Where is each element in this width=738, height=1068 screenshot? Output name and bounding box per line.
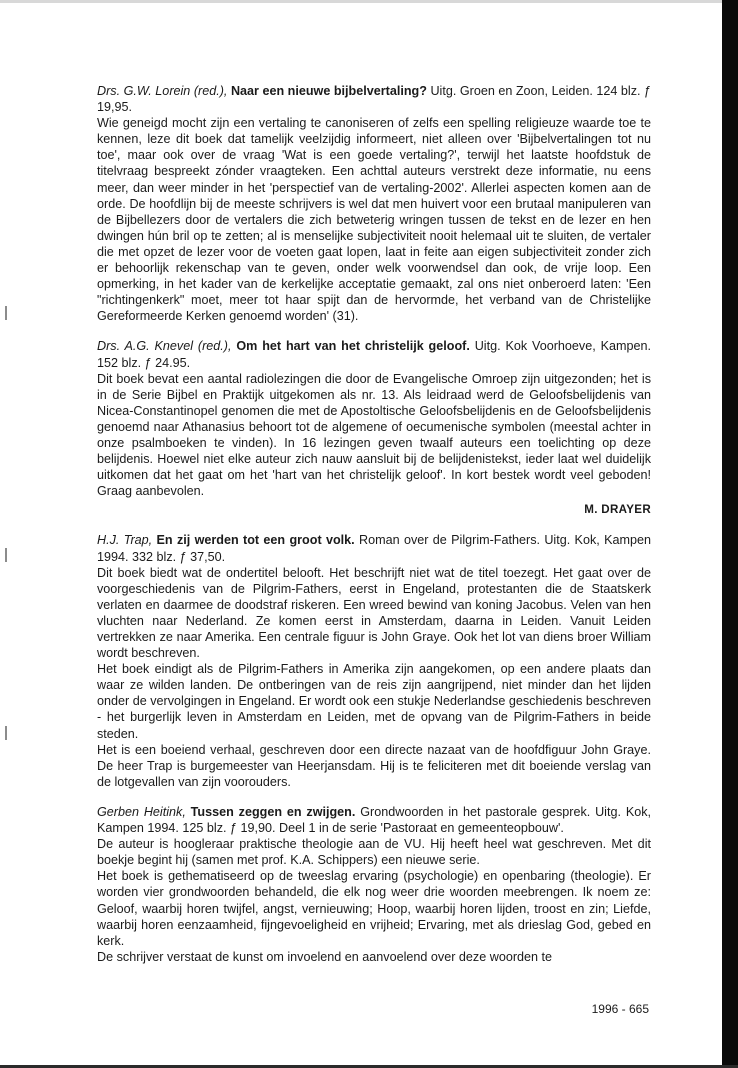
reviewer-signature: M. DRAYER	[584, 503, 651, 517]
review-paragraph: De schrijver verstaat de kunst om invoelend en aanvoelend over deze woorden te	[97, 949, 553, 964]
review-column	[97, 83, 651, 979]
review-heitink	[97, 804, 651, 965]
review-citation	[97, 804, 651, 836]
review-editor: Gerben Heitink,	[97, 804, 186, 819]
review-paragraph: Wie geneigd mocht zijn een vertaling te canoniseren of zelfs een spelling religieuze waarde toe te kennen, leze dit boek dat tamelijk veelzijdig informeert, niet alleen over 'Bijbelvertalingen tot nu toe', maar ook over de vraag 'Wat is een goede vertaling?', terwijl het laatste hoofdstuk de titelvraag bespreekt zónder vraagteken. Een achttal auteurs verstrekt deze informatie, nu eens meer, dan weer minder in het 'perspectief van de vertaling-2002'. Allerlei aspecten komen aan de orde. De hoofdlijn bij de meeste schrijvers is wel dat men huivert voor een brutaal manipuleren van de Bijbellezers door de vertalers die zich betweterig wringen tussen de tekst en de lezer en hen dwingen hún bril op te zetten; al is menselijke subjectiviteit nooit helemaal uit te sluiten, de vertaler die met opzet de lezer voor de voeten gaat lopen, laat in feite aan eigen subjectiviteit zonder zich er behoorlijk rekenschap van te geven, onder welk voorwendsel dan ook, de vrije loop. Een opmerking, in het kader van de kerkelijke acceptatie gemaakt, zal ons niet onberoerd laten: 'Een "richtingenkerk" moet, meer tot haar spijt dan de hervormde, het verband van de Christelijke Gereformeerde Kerken genoemd worden' (31).	[97, 116, 651, 324]
review-paragraph: Dit boek biedt wat de ondertitel belooft. Het beschrijft niet wat de titel toezegt. Het gaat over de voorgeschiedenis van de Pilgrim-Fathers, eerst in Engeland, protestanten die de Staatskerk verlaten en daarmee de doodstraf riskeren. Een wreed bewind van koning Jacobus. Velen van hen vluchten naar Nederland. Ze komen eerst in Amsterdam, daarna in Leiden. Vanuit Leiden vertrekken ze naar Amerika. Een centrale figuur is John Graye. Ook het lot van diens broer William wordt beschreven.	[97, 565, 651, 661]
review-publication: Roman over de Pilgrim-Fathers. Uitg. Kok, Kampen 1994. 332 blz. ƒ 37,50.	[97, 533, 651, 564]
review-paragraph: Het boek is gethematiseerd op de tweeslag ervaring (psychologie) en openbaring (theologie). Er worden vier grondwoorden behandeld, die elk nog weer drie woorden meebrengen. Ik noem ze: Geloof, waarbij horen twijfel, angst, vernieuwing; Hoop, waarbij horen lijden, troost en zin; Liefde, waarbij horen eenzaamheid, fijngevoeligheid en vrijheid; Ervaring, met als drieslag God, gebed en kerk.	[97, 869, 651, 948]
scan-edge-top	[0, 0, 738, 3]
review-title: Tussen zeggen en zwijgen.	[190, 804, 356, 819]
review-publication: Uitg. Groen en Zoon, Leiden. 124 blz. ƒ 19,95.	[97, 84, 652, 115]
margin-mark	[5, 548, 7, 562]
page-number: 1996 - 665	[591, 1002, 649, 1016]
review-editor: Drs. G.W. Lorein (red.),	[97, 84, 228, 98]
review-title: Om het hart van het christelijk geloof.	[236, 339, 470, 354]
margin-mark	[5, 726, 7, 740]
review-paragraph: De auteur is hoogleraar praktische theologie aan de VU. Hij heeft heel wat geschreven. Met dit boekje begint hij (samen met prof. K.A. Schippers) een nieuwe serie.	[97, 837, 651, 868]
review-editor: H.J. Trap,	[97, 533, 153, 548]
review-title: Naar een nieuwe bijbelvertaling?	[230, 84, 427, 98]
review-paragraph: Dit boek bevat een aantal radiolezingen die door de Evangelische Omroep zijn uitgezonden; het is in de Serie Bijbel en Praktijk uitgekomen als nr. 13. Als leidraad werd de Geloofsbelijdenis van Nicea-Constantinopel genomen die met de Apostoltische Geloofsbelijdenis en de Geloofsbelijdenis genoemd naar Athanasius behoort tot de algemene of oecumenische symbolen (meestal achter in onze psalmboeken te vinden). In 16 lezingen geven twaalf auteurs een toelichting op deze belijdenis. Hoewel niet elke auteur zich nauw aansluit bij de belijdenistekst, ieder laat wel duidelijk uitkomen dat het gaat om het 'hart van het christelijk geloof'. In kort bestek wordt veel geboden! Graag aanbevolen.	[97, 371, 651, 499]
review-title: En zij werden tot een groot volk.	[156, 533, 355, 548]
review-paragraph: Het boek eindigt als de Pilgrim-Fathers in Amerika zijn aangekomen, op een andere plaats dan waar ze wilden landen. De ontberingen van de reis zijn aangrijpend, niet minder dan het lijden onder de vervolgingen in Engeland. Er wordt ook een stukje Nederlandse geschiedenis beschreven - het burgerlijk leven in Amsterdam en Leiden, met de opvang van de Pilgrim-Fathers in beide steden.	[97, 662, 651, 741]
review-citation	[97, 83, 651, 115]
review-paragraph: Het is een boeiend verhaal, geschreven door een directe nazaat van de hoofdfiguur John Graye. De heer Trap is burgemeester van Heerjansdam. Hij is te feliciteren met dit boeiende verslag van de lotgevallen van zijn voorouders.	[97, 742, 651, 789]
review-publication: Uitg. Kok Voorhoeve, Kampen. 152 blz. ƒ 24.95.	[97, 339, 651, 370]
review-trap	[97, 532, 651, 790]
review-citation	[97, 338, 651, 370]
review-lorein	[97, 83, 651, 324]
review-knevel	[97, 338, 651, 518]
review-editor: Drs. A.G. Knevel (red.),	[97, 339, 232, 354]
margin-mark	[5, 306, 7, 320]
review-citation	[97, 532, 651, 564]
review-publication: Grondwoorden in het pastorale gesprek. Uitg. Kok, Kampen 1994. 125 blz. ƒ 19,90. Deel 1 in de serie 'Pastoraat en gemeenteopbouw'.	[97, 804, 652, 836]
scan-edge-right	[722, 0, 738, 1068]
